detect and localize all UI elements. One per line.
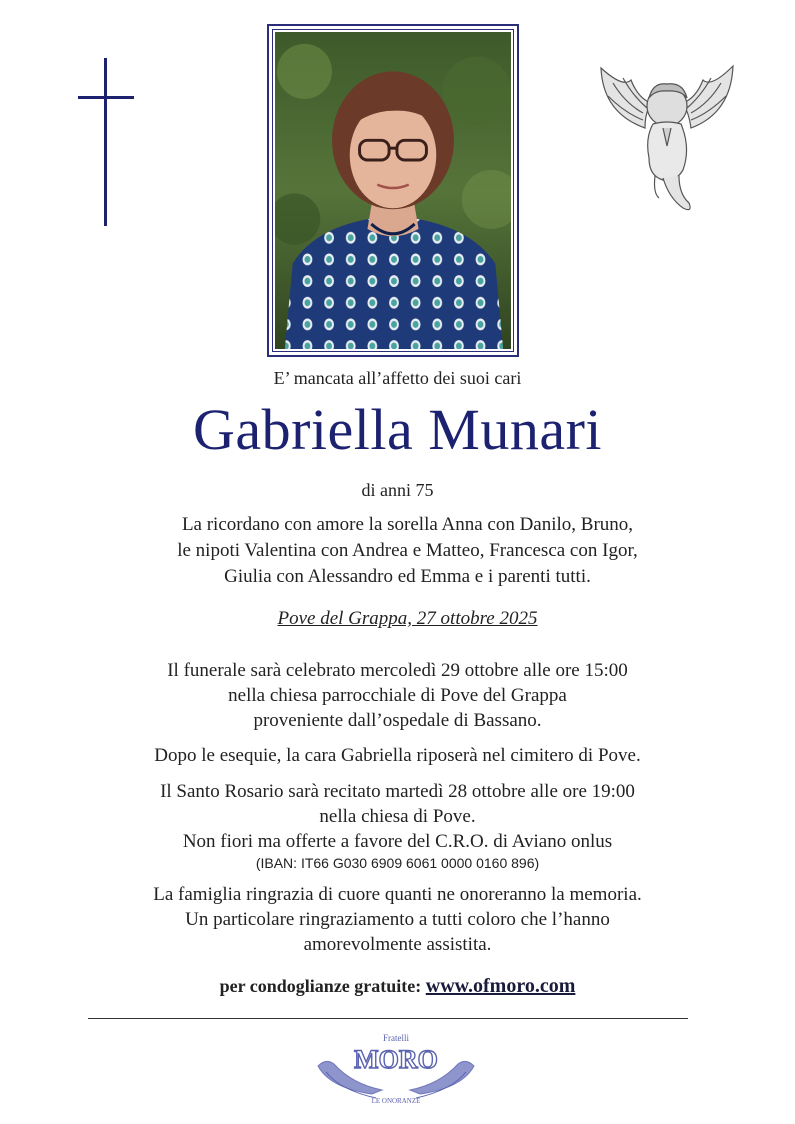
logo-bottom-text: LE ONORANZE bbox=[371, 1097, 421, 1105]
age-line: di anni 75 bbox=[361, 480, 434, 500]
condolences-link[interactable]: www.ofmoro.com bbox=[425, 975, 576, 997]
condolences-label: per condoglianze gratuite: bbox=[219, 976, 422, 996]
funeral-line: proveniente dall’ospedale di Bassano. bbox=[253, 710, 542, 731]
footer-divider bbox=[88, 1018, 688, 1019]
funeral-line: Il funerale sarà celebrato mercoledì 29 ottobre alle ore 15:00 bbox=[167, 660, 628, 681]
portrait-photo-frame bbox=[267, 24, 519, 357]
thanks-paragraph bbox=[0, 882, 795, 957]
rosary-line: Non fiori ma offerte a favore del C.R.O. di Aviano onlus bbox=[182, 831, 613, 852]
burial-line: Dopo le esequie, la cara Gabriella riposerà nel cimitero di Pove. bbox=[154, 745, 641, 766]
funeral-paragraph bbox=[0, 658, 795, 733]
iban-line: (IBAN: IT66 G030 6909 6061 0000 0160 896) bbox=[255, 855, 540, 871]
portrait-photo bbox=[275, 32, 511, 349]
thanks-line: amorevolmente assistita. bbox=[303, 934, 492, 955]
condolences-line bbox=[0, 975, 795, 998]
angel-icon bbox=[583, 58, 749, 224]
deceased-name: Gabriella Munari bbox=[192, 397, 602, 462]
rosary-line: nella chiesa di Pove. bbox=[319, 806, 476, 827]
remembered-line: Giulia con Alessandro ed Emma e i parenti tutti. bbox=[224, 566, 591, 587]
logo-top-text: Fratelli bbox=[383, 1033, 409, 1043]
thanks-line: Un particolare ringraziamento a tutti coloro che l’hanno bbox=[185, 909, 610, 930]
logo-main-text: MORO bbox=[354, 1045, 438, 1074]
remembered-line: La ricordano con amore la sorella Anna con Danilo, Bruno, bbox=[181, 514, 634, 535]
intro-line: E’ mancata all’affetto dei suoi cari bbox=[273, 368, 522, 388]
thanks-line: La famiglia ringrazia di cuore quanti ne onoreranno la memoria. bbox=[153, 884, 642, 905]
cross-icon bbox=[78, 58, 134, 226]
moro-logo bbox=[312, 1028, 480, 1108]
remembered-line: le nipoti Valentina con Andrea e Matteo, Francesca con Igor, bbox=[177, 540, 638, 561]
rosary-line: Il Santo Rosario sarà recitato martedì 28 ottobre alle ore 19:00 bbox=[160, 781, 635, 802]
remembered-by-paragraph bbox=[10, 512, 795, 590]
rosary-paragraph bbox=[0, 779, 795, 872]
place-and-date: Pove del Grappa, 27 ottobre 2025 bbox=[277, 608, 538, 629]
funeral-line: nella chiesa parrocchiale di Pove del Grappa bbox=[228, 685, 567, 706]
